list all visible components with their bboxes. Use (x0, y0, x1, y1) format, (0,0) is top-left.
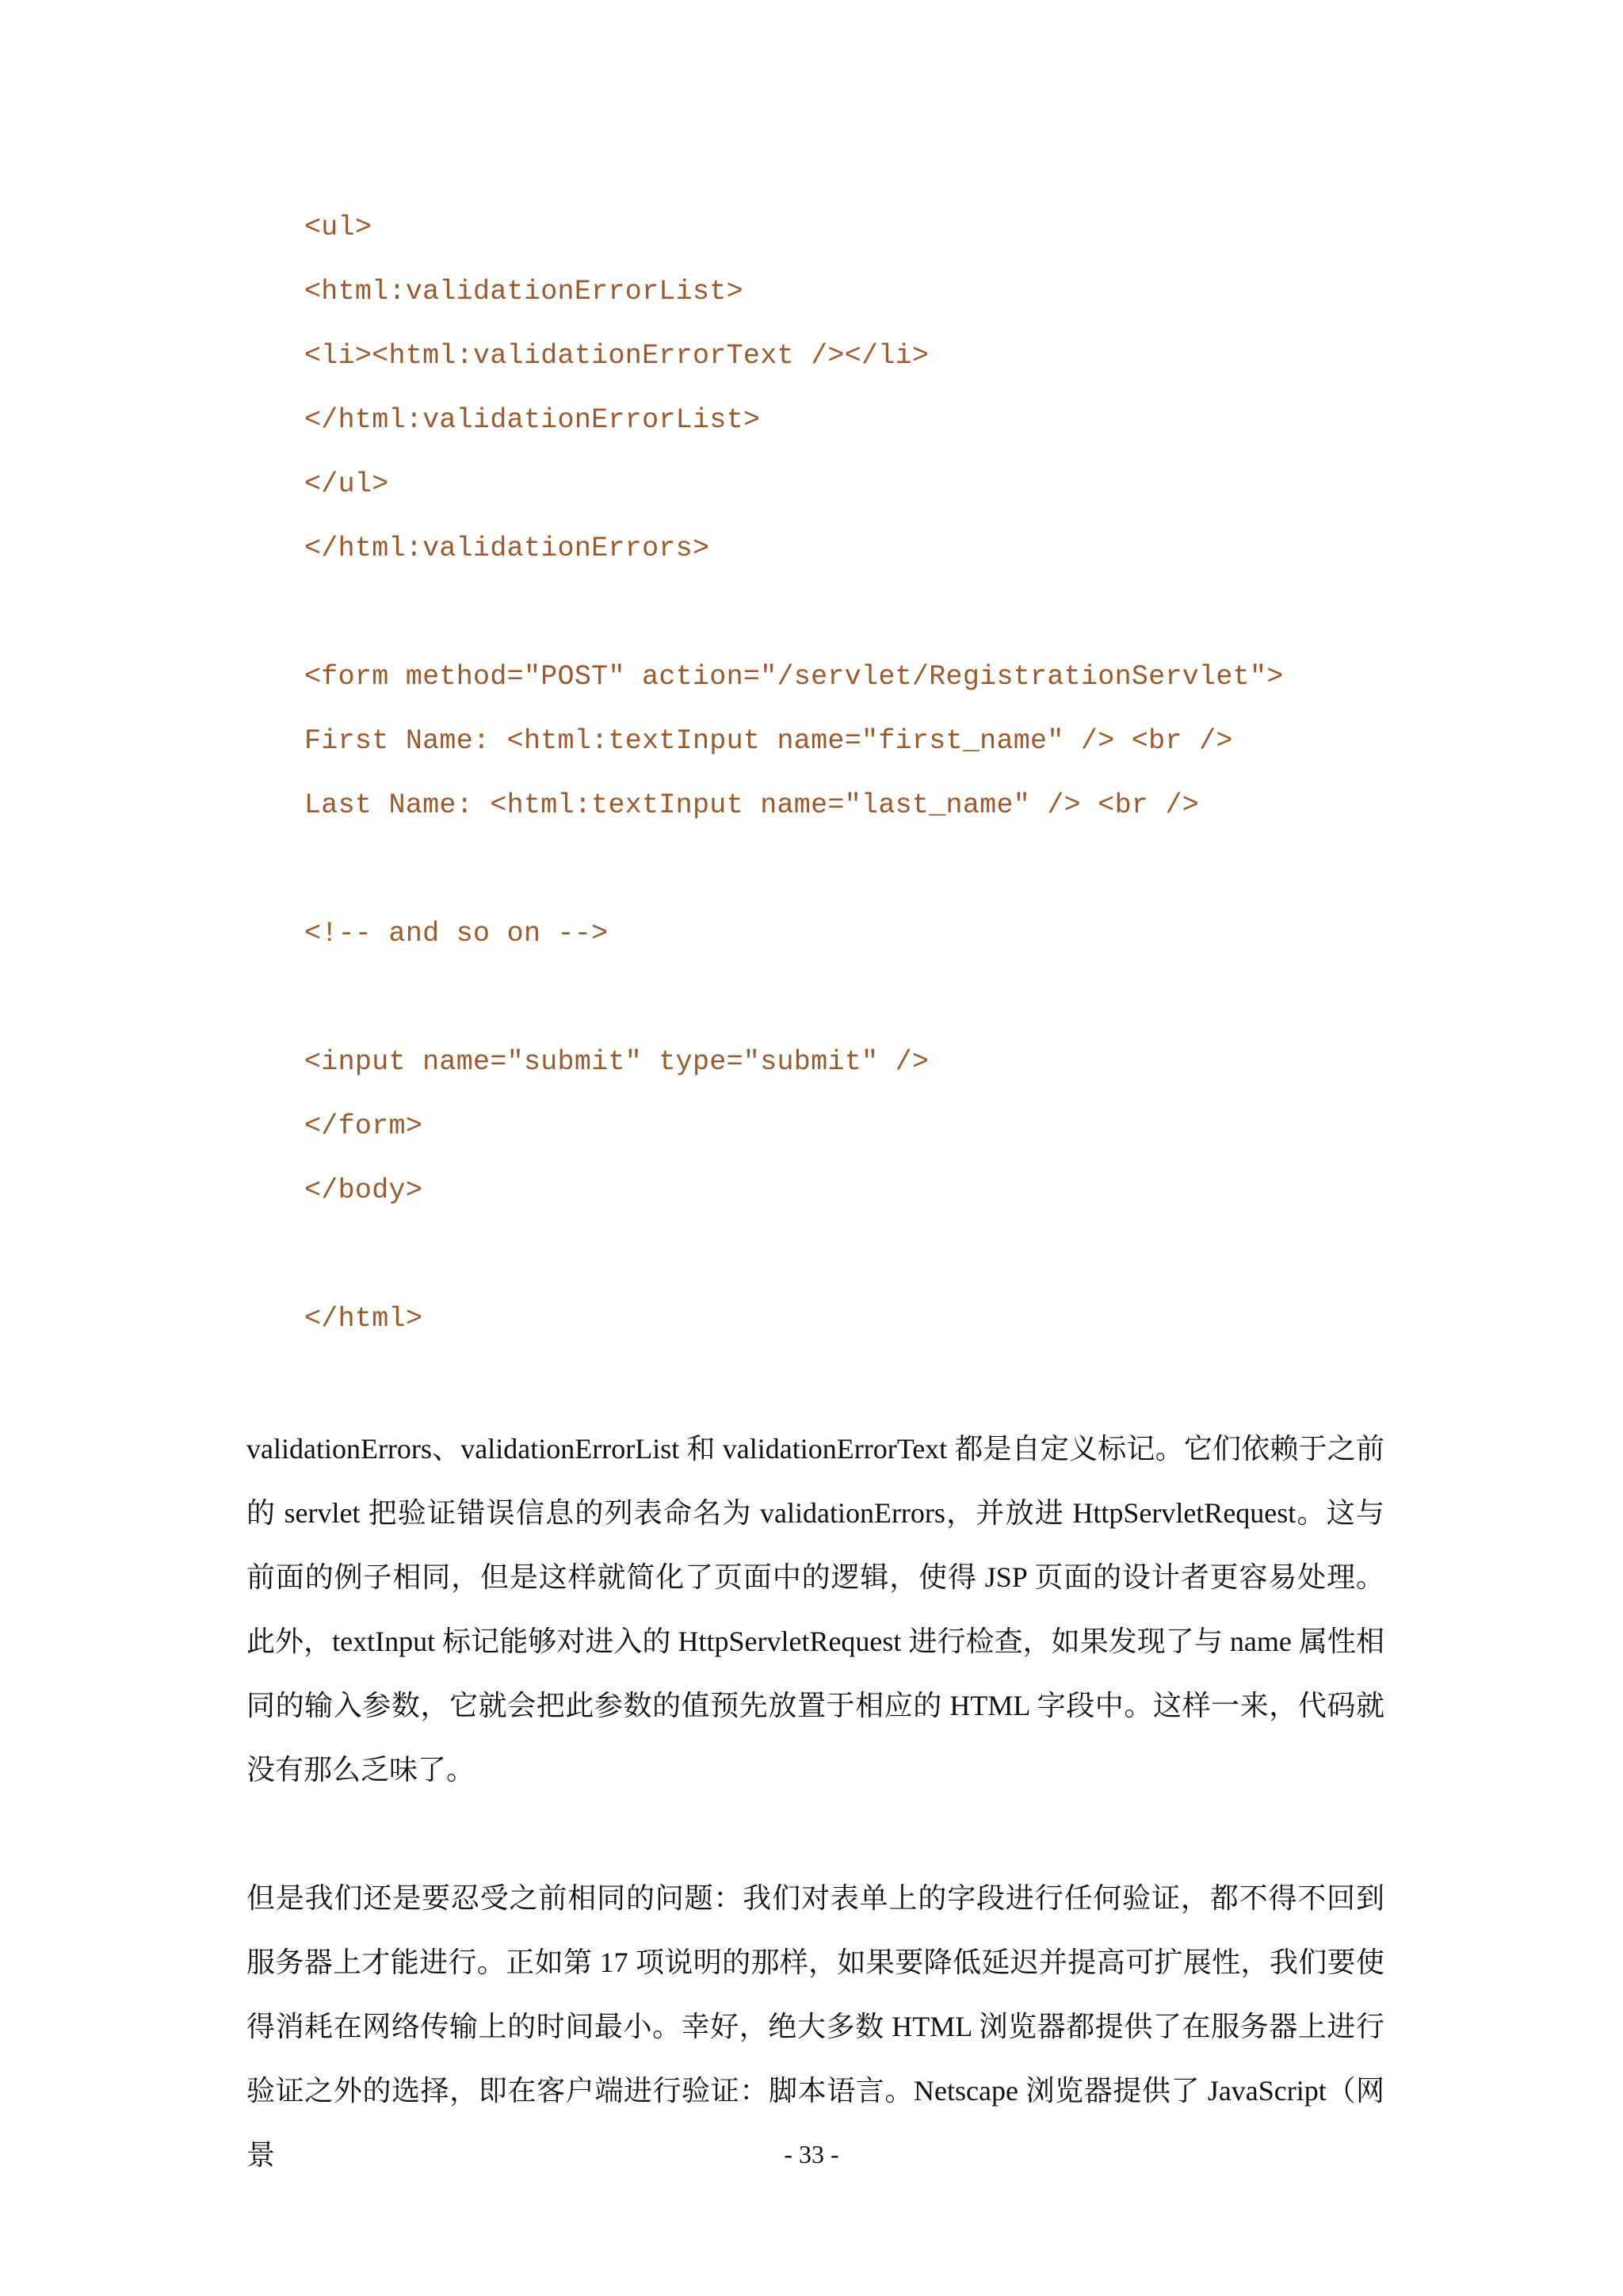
code-line: </ul> (304, 468, 389, 500)
code-listing (304, 208, 1493, 1363)
code-line: <form method="POST" action="/servlet/RegistrationServlet"> (304, 661, 1284, 693)
code-blank-line (304, 850, 1493, 914)
body-paragraph: 但是我们还是要忍受之前相同的问题：我们对表单上的字段进行任何验证，都不得不回到服务器上才能进行。正如第 17 项说明的那样，如果要降低延迟并提高可扩展性，我们要使得消耗在网络传输上的时间最小。幸好，绝大多数 HTML 浏览器都提供了在服务器上进行验证之外的选择，即在客户端进行验证：脚本语言。Netscape 浏览器提供了 JavaScript（网景 (246, 1882, 1384, 2171)
code-line: <ul> (304, 212, 372, 243)
code-line: </form> (304, 1110, 423, 1142)
code-line: Last Name: <html:textInput name="last_name" /> <br /> (304, 789, 1200, 821)
page-number: - 33 - (784, 2140, 839, 2168)
code-line: </html:validationErrorList> (304, 404, 761, 436)
code-line: <html:validationErrorList> (304, 276, 743, 308)
body-paragraph: validationErrors、validationErrorList 和 validationErrorText 都是自定义标记。它们依赖于之前的 servlet 把验证错误信息的列表命名为 validationErrors，并放进 HttpServletRequest。这与前面的例子相同，但是这样就简化了页面中的逻辑，使得 JSP 页面的设计者更容易处理。此外，textInput 标记能够对进入的 HttpServletRequest 进行检查，如果发现了与 name 属性相同的输入参数，它就会把此参数的值预先放置于相应的 HTML 字段中。这样一来，代码就没有那么乏味了。 (246, 1433, 1384, 1786)
code-line: </body> (304, 1175, 423, 1206)
code-line: </html:validationErrors> (304, 533, 710, 564)
code-line: <input name="submit" type="submit" /> (304, 1046, 930, 1078)
code-line: </html> (304, 1303, 423, 1335)
code-line: First Name: <html:textInput name="first_name" /> <br /> (304, 725, 1233, 757)
code-blank-line (304, 1235, 1493, 1299)
code-blank-line (304, 593, 1493, 657)
code-line: <li><html:validationErrorText /></li> (304, 340, 930, 372)
code-blank-line (304, 978, 1493, 1042)
code-comment-line: <!-- and so on --> (304, 918, 609, 949)
